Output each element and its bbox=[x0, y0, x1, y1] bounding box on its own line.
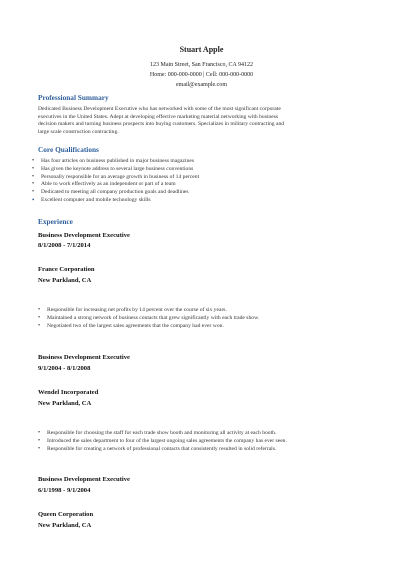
list-item: • Negotiated two of the largest sales agreements that the company had ever won. bbox=[38, 323, 259, 331]
contact-phones: Home: 000-000-0000 | Cell: 000-000-0000 bbox=[149, 72, 254, 78]
job-title: Business Development Executive bbox=[38, 476, 130, 483]
list-item: • Has given the keynote address to several large business conventions bbox=[32, 166, 199, 174]
job-dates: 6/1/1998 - 9/1/2004 bbox=[38, 487, 91, 494]
job-location: New Parkland, CA bbox=[38, 277, 92, 284]
qualifications-list bbox=[32, 158, 199, 205]
job-company: Queen Corporation bbox=[38, 511, 94, 518]
list-item: • Dedicated to meeting all company production goals and deadlines bbox=[32, 189, 199, 197]
job-company: France Corporation bbox=[38, 266, 95, 273]
job-company: Wendel Incorporated bbox=[38, 389, 99, 396]
job-bullets bbox=[38, 307, 259, 330]
contact-email[interactable]: email@example.com bbox=[175, 82, 227, 88]
list-item: • Able to work effectively as an independent or part of a team bbox=[32, 181, 199, 189]
section-heading-qualifications: Core Qualifications bbox=[38, 145, 99, 154]
section-heading-summary: Professional Summary bbox=[38, 93, 109, 102]
list-item: • Responsible for choosing the staff for each trade show booth and monitoring all activity at each booth. bbox=[38, 430, 287, 438]
summary-line: decision makers and turning business prospects into buying customers. Specializes in military contracting and bbox=[38, 121, 285, 128]
job-title: Business Development Executive bbox=[38, 354, 130, 361]
job-dates: 9/1/2004 - 8/1/2008 bbox=[38, 365, 91, 372]
list-item: • Excellent computer and mobile technology skills bbox=[32, 197, 199, 205]
job-location: New Parkland, CA bbox=[38, 522, 92, 529]
summary-line: large scale construction contracting. bbox=[38, 128, 119, 135]
contact-address: 123 Main Street, San Francisco, CA 94122 bbox=[150, 62, 253, 68]
section-heading-experience: Experience bbox=[38, 217, 73, 226]
list-item: • Has four articles on business published in major business magazines bbox=[32, 158, 199, 166]
job-dates: 8/1/2008 - 7/1/2014 bbox=[38, 242, 91, 249]
job-location: New Parkland, CA bbox=[38, 400, 92, 407]
summary-line: executives in the United States. Adept at developing effective marketing material networking with business bbox=[38, 113, 279, 120]
job-title: Business Development Executive bbox=[38, 232, 130, 239]
list-item: • Responsible for increasing net profits by 14 percent over the course of six years. bbox=[38, 307, 259, 315]
job-bullets bbox=[38, 430, 287, 453]
list-item: • Responsible for creating a network of professional contacts that consistently resulted in solid referrals. bbox=[38, 446, 287, 454]
list-item: • Maintained a strong network of business contacts that grew significantly with each trade show. bbox=[38, 315, 259, 323]
summary-paragraph bbox=[38, 106, 368, 136]
list-item: • Personally responsible for an average growth in business of 14 percent bbox=[32, 174, 199, 182]
summary-line: Dedicated Business Development Executive who has networked with some of the most significant corporate bbox=[38, 106, 281, 112]
list-item: • Introduced the sales department to four of the largest ongoing sales agreements the company has ever seen. bbox=[38, 438, 287, 446]
candidate-name: Stuart Apple bbox=[179, 45, 224, 54]
